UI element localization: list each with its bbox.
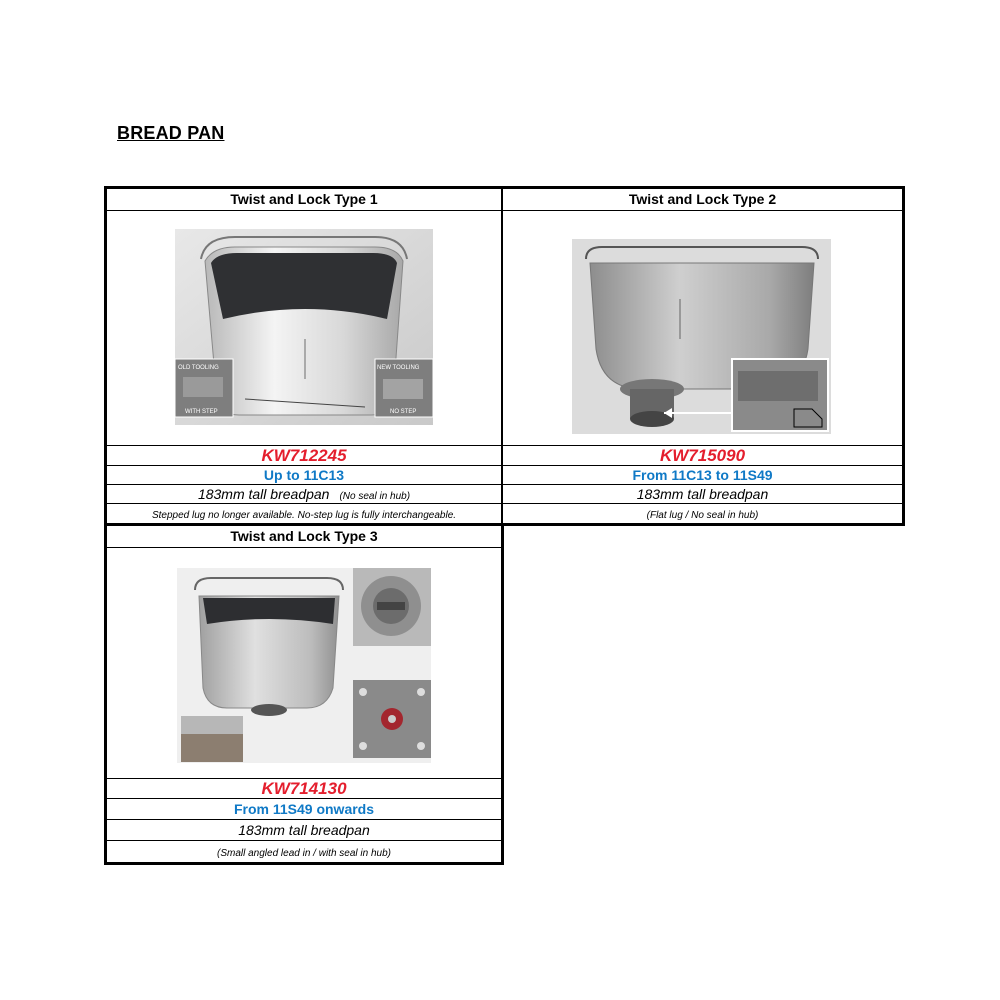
lug-detail-inset <box>732 359 828 431</box>
part-code-row <box>107 778 501 798</box>
svg-text:NEW TOOLING: NEW TOOLING <box>377 365 420 371</box>
pan-description: 183mm tall breadpan <box>636 486 769 502</box>
cell-type-2 <box>503 189 902 523</box>
description-row <box>107 819 501 840</box>
serial-range: From 11C13 to 11S49 <box>632 467 773 483</box>
part-code-row <box>107 445 501 465</box>
serial-range: Up to 11C13 <box>263 467 345 483</box>
lug-detail-inset <box>181 716 243 762</box>
cell-title: Twist and Lock Type 3 <box>107 526 501 548</box>
pan-note: (Small angled lead in / with seal in hub) <box>217 848 391 859</box>
description-row <box>107 484 501 503</box>
pan-description: 183mm tall breadpan <box>197 486 330 502</box>
cell-type-3 <box>107 526 501 862</box>
part-code-row <box>503 445 902 465</box>
pan-note: (Flat lug / No seal in hub) <box>646 510 759 521</box>
note-row <box>107 503 501 523</box>
description-row <box>503 484 902 503</box>
svg-text:WITH STEP: WITH STEP <box>185 409 218 415</box>
note-row <box>107 840 501 862</box>
serial-range-row <box>107 465 501 484</box>
hub-top-inset <box>353 568 431 646</box>
svg-text:NO STEP: NO STEP <box>390 409 417 415</box>
part-code: KW714130 <box>261 779 347 798</box>
hub-base-inset <box>353 680 431 758</box>
note-row <box>503 503 902 523</box>
old-tooling-inset <box>175 359 233 417</box>
part-code: KW715090 <box>659 446 746 465</box>
serial-range-row <box>503 465 902 484</box>
part-code: KW712245 <box>261 446 347 465</box>
page-heading: BREAD PAN <box>117 123 225 143</box>
pan-note: Stepped lug no longer available. No-step lug is fully interchangeable. <box>151 510 457 521</box>
cell-title: Twist and Lock Type 1 <box>107 189 501 211</box>
cell-title: Twist and Lock Type 2 <box>503 189 902 211</box>
cell-type-1 <box>107 189 501 523</box>
bread-pan-type-1-image <box>175 229 433 425</box>
pan-description: 183mm tall breadpan <box>238 822 370 838</box>
bread-pan-type-2-image <box>572 239 831 434</box>
svg-text:OLD TOOLING: OLD TOOLING <box>178 365 219 371</box>
new-tooling-inset <box>375 359 433 417</box>
serial-range: From 11S49 onwards <box>233 801 375 817</box>
description-note: (No seal in hub) <box>339 491 411 502</box>
bread-pan-type-3-image <box>177 568 431 763</box>
serial-range-row <box>107 798 501 819</box>
